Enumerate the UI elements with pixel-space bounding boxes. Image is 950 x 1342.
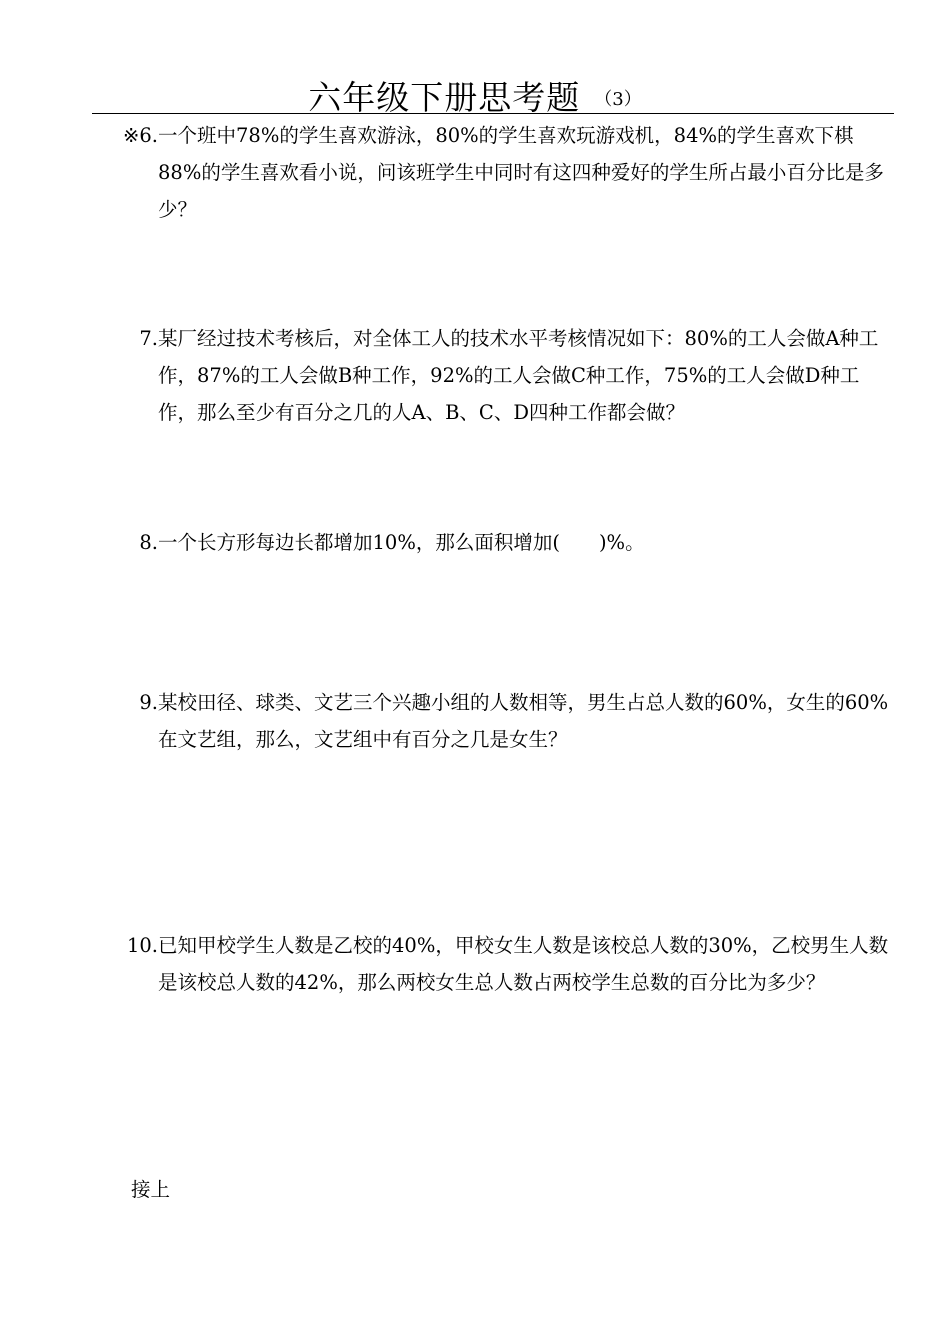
- question-8: [112, 524, 900, 561]
- question-number: 9.: [139, 691, 158, 714]
- question-number: 8.: [139, 531, 158, 554]
- page-title: [0, 72, 950, 119]
- question-text: 某厂经过技术考核后，对全体工人的技术水平考核情况如下：80%的工人会做A种工作，87%的工人会做B种工作，92%的工人会做C种工作，75%的工人会做D种工作，那么至少有百分之几的人A、B、C、D四种工作都会做？: [158, 327, 879, 424]
- question-number: ※6.: [123, 124, 158, 147]
- question-number: 10.: [126, 934, 158, 957]
- question-number: 7.: [139, 327, 158, 350]
- question-text: 一个长方形每边长都增加10%，那么面积增加( )%。: [158, 531, 645, 554]
- title-number: （3）: [594, 89, 642, 110]
- question-text: 一个班中78%的学生喜欢游泳，80%的学生喜欢玩游戏机，84%的学生喜欢下棋88%的学生喜欢看小说，问该班学生中同时有这四种爱好的学生所占最小百分比是多少？: [158, 124, 884, 221]
- question-text: 已知甲校学生人数是乙校的40%，甲校女生人数是该校总人数的30%，乙校男生人数是该校总人数的42%，那么两校女生总人数占两校学生总数的百分比为多少？: [158, 934, 889, 994]
- question-7: [112, 320, 900, 431]
- continuation-note: 接上: [131, 1178, 171, 1201]
- question-10: [112, 927, 900, 1001]
- question-6: [112, 117, 900, 228]
- question-text: 某校田径、球类、文艺三个兴趣小组的人数相等，男生占总人数的60%，女生的60%在文艺组，那么，文艺组中有百分之几是女生？: [158, 691, 889, 751]
- title-underline: [92, 113, 894, 114]
- question-9: [112, 684, 900, 758]
- title-main: 六年级下册思考题: [308, 78, 581, 117]
